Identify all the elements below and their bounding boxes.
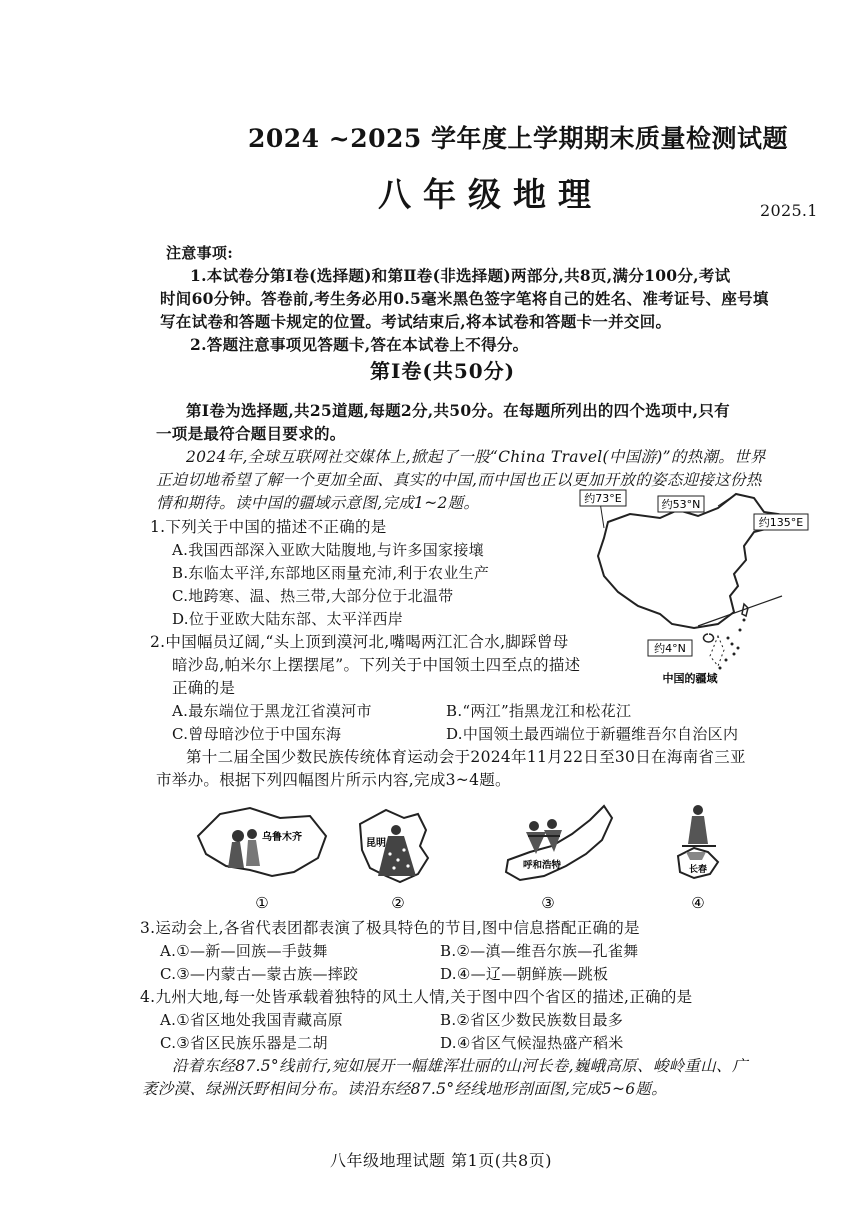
option: B.②—滇—维吾尔族—孔雀舞 — [440, 942, 639, 960]
tropic-line — [698, 596, 782, 626]
section-intro: 一项是最符合题目要求的。 — [156, 424, 346, 443]
hainan-island — [704, 634, 714, 642]
figure-label: 长春 — [688, 865, 708, 875]
figure-xinjiang — [198, 808, 326, 912]
figure-number: ④ — [691, 894, 705, 912]
option: D.中国领土最西端位于新疆维吾尔自治区内 — [446, 725, 739, 743]
china-outline — [598, 494, 778, 628]
passage-text: 2024年,全球互联网社交媒体上,掀起了一股“China Travel(中国游)”的热潮。世界 — [186, 448, 766, 466]
province-figures — [190, 796, 740, 916]
exam-title: 2024 ~2025 学年度上学期期末质量检测试题 — [248, 124, 789, 153]
option: C.③—内蒙古—蒙古族—摔跤 — [160, 965, 359, 983]
option: D.位于亚欧大陆东部、太平洋西岸 — [172, 610, 404, 628]
option: D.④省区气候湿热盛产稻米 — [440, 1034, 624, 1052]
passage-text: 正迫切地希望了解一个更加全面、真实的中国,而中国也正以更加开放的姿态迎接这份热 — [156, 471, 762, 489]
passage-text: 市举办。根据下列四幅图片所示内容,完成3~4题。 — [156, 771, 511, 789]
section-title: 第Ⅰ卷(共50分) — [370, 359, 516, 383]
notice-line: 写在试卷和答题卡规定的位置。考试结束后,将本试卷和答题卡一并交回。 — [160, 312, 672, 331]
map-caption: 中国的疆域 — [662, 672, 718, 685]
question-stem: 3.运动会上,各省代表团都表演了极具特色的节目,图中信息搭配正确的是 — [140, 919, 640, 937]
passage-text: 袤沙漠、绿洲沃野相间分布。读沿东经87.5°经线地形剖面图,完成5~6题。 — [142, 1080, 668, 1098]
figure-yunnan — [360, 810, 428, 912]
notice-line: 时间60分钟。答卷前,考生务必用0.5毫米黑色签字笔将自己的姓名、准考证号、座号填 — [160, 289, 769, 308]
map-label-south: 约4°N — [654, 642, 686, 655]
question-stem: 暗沙岛,帕米尔上摆摆尾”。下列关于中国领土四至点的描述 — [172, 656, 581, 674]
figure-label: 乌鲁木齐 — [262, 832, 302, 843]
passage-text: 情和期待。读中国的疆域示意图,完成1~2题。 — [156, 494, 480, 512]
passage-text: 沿着东经87.5°线前行,宛如展开一幅雄浑壮丽的山河长卷,巍峨高原、峻岭重山、广 — [172, 1057, 748, 1075]
figure-number: ③ — [541, 894, 555, 912]
option: C.③省区民族乐器是二胡 — [160, 1034, 328, 1052]
notice-line: 2.答题注意事项见答题卡,答在本试卷上不得分。 — [190, 335, 529, 354]
map-label-east: 约135°E — [758, 516, 804, 529]
option: B.东临太平洋,东部地区雨量充沛,利于农业生产 — [172, 564, 490, 582]
pointer-line — [718, 496, 733, 506]
notice-line: 1.本试卷分第Ⅰ卷(选择题)和第Ⅱ卷(非选择题)两部分,共8页,满分100分,考试 — [190, 266, 731, 285]
figure-inner-mongolia — [506, 806, 612, 912]
question-stem: 1.下列关于中国的描述不正确的是 — [150, 518, 387, 536]
notice-heading: 注意事项: — [166, 244, 234, 262]
map-label-north: 约53°N — [661, 498, 701, 511]
option: D.④—辽—朝鲜族—跳板 — [440, 965, 609, 983]
subject-title: 八年级地理 — [378, 175, 603, 214]
option: C.曾母暗沙位于中国东海 — [172, 725, 342, 743]
question-stem: 2.中国幅员辽阔,“头上顶到漠河北,嘴喝两江汇合水,脚踩曾母 — [150, 633, 569, 651]
option: A.①—新—回族—手鼓舞 — [160, 942, 328, 960]
section-intro: 第Ⅰ卷为选择题,共25道题,每题2分,共50分。在每题所列出的四个选项中,只有 — [186, 401, 730, 420]
option: B.“两江”指黑龙江和松花江 — [446, 702, 632, 720]
option: A.①省区地处我国青藏高原 — [160, 1011, 343, 1029]
figure-label: 呼和浩特 — [522, 860, 562, 871]
option: B.②省区少数民族数目最多 — [440, 1011, 624, 1029]
map-label-west: 约73°E — [584, 492, 622, 505]
option: C.地跨寒、温、热三带,大部分位于北温带 — [172, 587, 454, 605]
exam-date: 2025.1 — [760, 201, 818, 220]
figure-number: ① — [255, 894, 269, 912]
question-stem: 正确的是 — [172, 679, 236, 697]
figure-jilin — [678, 805, 718, 912]
option: A.我国西部深入亚欧大陆腹地,与许多国家接壤 — [172, 541, 484, 559]
page-footer: 八年级地理试题 第1页(共8页) — [330, 1151, 552, 1170]
figure-number: ② — [391, 894, 405, 912]
china-territory-map — [568, 488, 812, 688]
option: A.最东端位于黑龙江省漠河市 — [172, 702, 372, 720]
passage-text: 第十二届全国少数民族传统体育运动会于2024年11月22日至30日在海南省三亚 — [186, 748, 746, 766]
south-sea-islands — [719, 619, 746, 670]
figure-label: 昆明 — [366, 838, 386, 849]
question-stem: 4.九州大地,每一处皆承载着独特的风土人情,关于图中四个省区的描述,正确的是 — [140, 988, 693, 1006]
